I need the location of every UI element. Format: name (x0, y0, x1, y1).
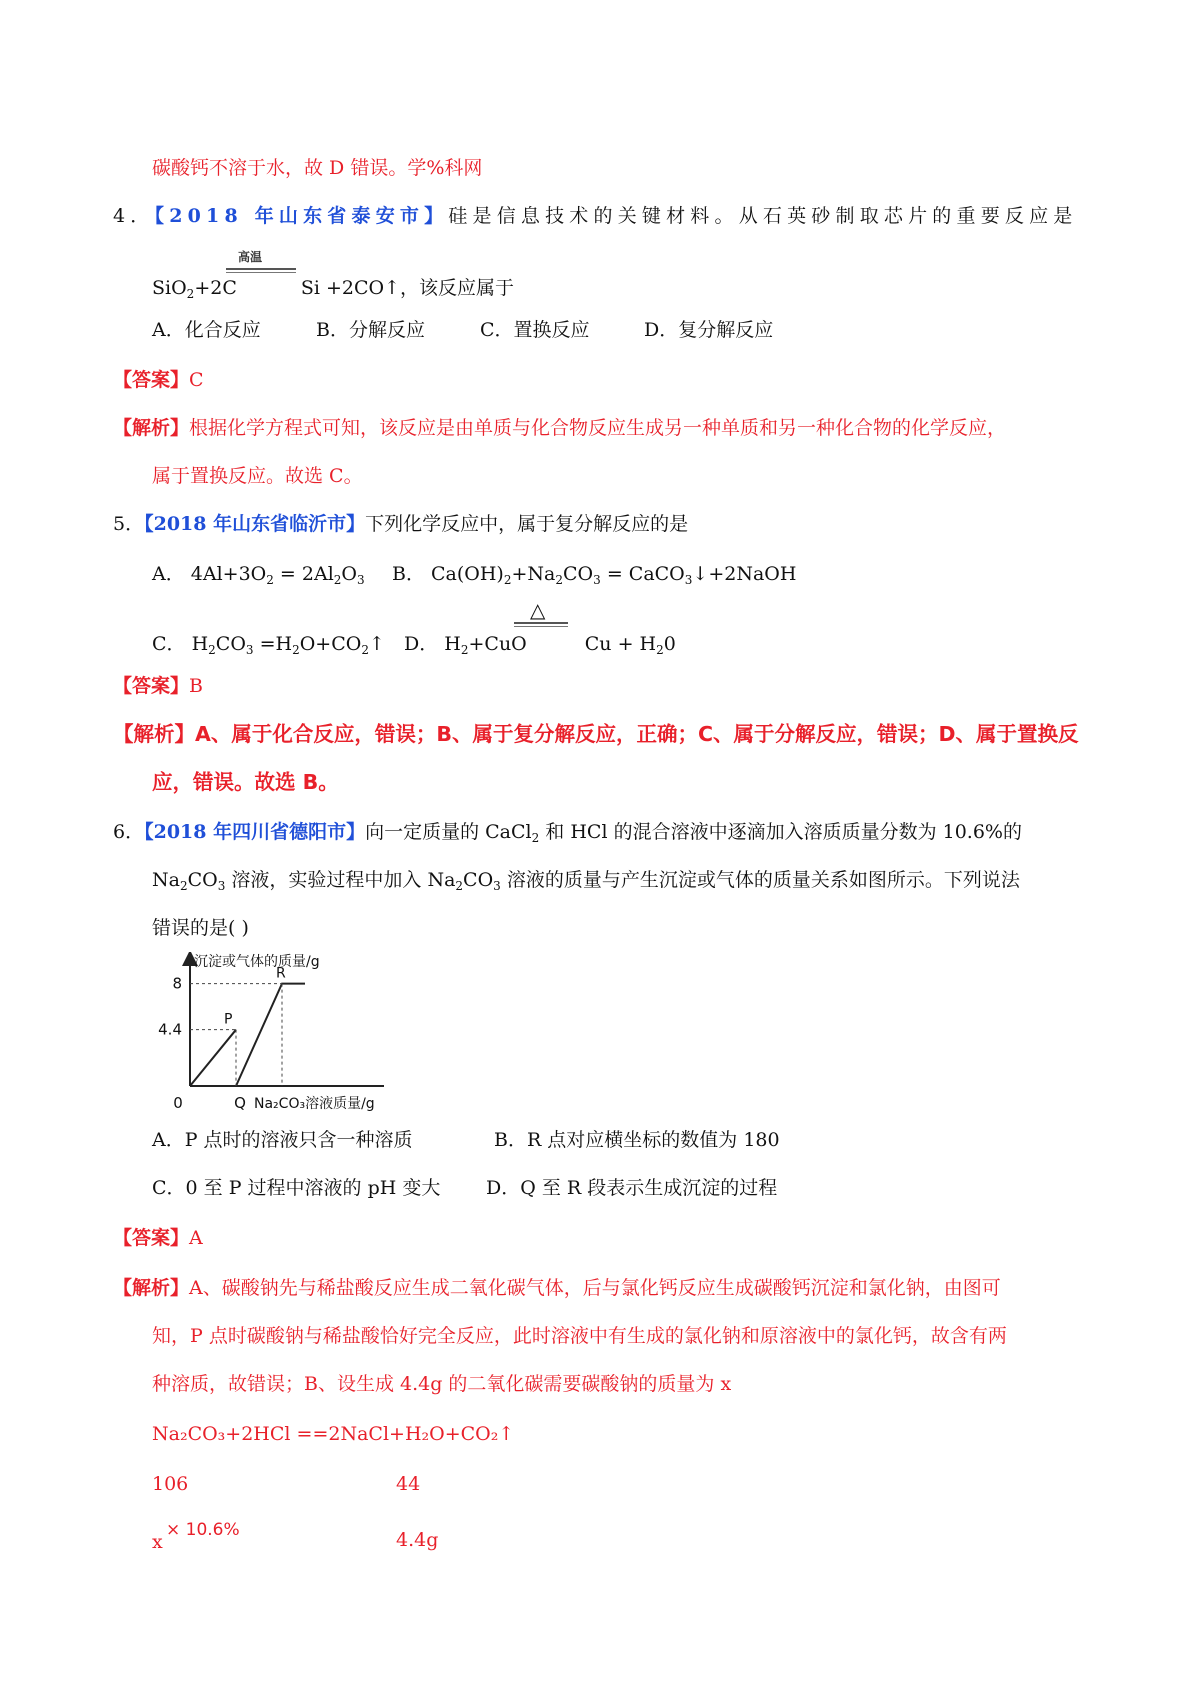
q6-answer (113, 1226, 203, 1250)
q4-answer-value: C (189, 369, 204, 391)
q5-line1 (113, 512, 688, 536)
q6-analysis-l1 (113, 1276, 1001, 1300)
q4-eq-sub: 2 (186, 287, 195, 301)
q4-answer-label: 【答案】 (113, 369, 190, 391)
q6-x-pct: × 10.6% (166, 1520, 240, 1540)
q5-number: 5． (113, 513, 145, 535)
q4-analysis-l1 (113, 416, 1006, 440)
q5-analysis-label: 【解析】 (113, 722, 195, 746)
q6-option-b: B．R 点对应横坐标的数值为 180 (494, 1129, 780, 1151)
q5-option-d: D． $H_2+CuO$ $Cu + H_20$ (404, 633, 676, 657)
q6-option-c: C．0 至 P 过程中溶液的 pH 变大 (152, 1177, 441, 1199)
q6-option-a: A．P 点时的溶液只含一种溶质 (152, 1129, 413, 1151)
origin-label: 0 (173, 1094, 183, 1112)
q6-stem-l1: 向一定质量的 CaCl (365, 821, 532, 843)
q6-stem-l2c: 溶液，实验过程中加入 Na (231, 869, 456, 891)
q6-stem-l2e: 溶液的质量与产生沉淀或气体的质量关系如图所示。下列说法 (506, 869, 1020, 891)
q6-answer-label: 【答案】 (113, 1227, 190, 1249)
q4-option-d: D．复分解反应 (644, 319, 774, 341)
q6-stem-l1b: 和 HCl 的混合溶液中逐滴加入溶质质量分数为 10.6%的 (539, 821, 1022, 843)
q4-eq-right: Si +2CO↑，该反应属于 (300, 277, 515, 299)
q6-number: 6． (113, 821, 145, 843)
q4-condition-bar (226, 268, 296, 270)
q6-chart (148, 952, 424, 1112)
q5-analysis-text: A、属于化合反应，错误；B、属于复分解反应，正确；C、属于分解反应，错误；D、属于置换反 (195, 722, 1079, 746)
q6-analysis-l2: 知，P 点时碳酸钠与稀盐酸恰好完全反应，此时溶液中有生成的氯化钠和原溶液中的氯化钙，故含有两 (152, 1325, 1007, 1347)
q6-analysis-l3: 种溶质，故错误；B、设生成 4.4g 的二氧化碳需要碳酸钠的质量为 x (152, 1373, 732, 1395)
q5-option-a-label: A． (152, 563, 185, 585)
q4-option-a: A．化合反应 (152, 319, 261, 341)
q5-stem: 下列化学反应中，属于复分解反应的是 (365, 513, 689, 535)
q6-analysis-text: A、碳酸钠先与稀盐酸反应生成二氧化碳气体，后与氯化钙反应生成碳酸钙沉淀和氯化钠，由图可 (189, 1277, 1001, 1299)
q5-analysis-l1 (113, 722, 1079, 746)
point-label-p: P (224, 1011, 233, 1028)
q4-source: 【2018 年山东省泰安市】 (154, 205, 449, 227)
q6-analysis-label: 【解析】 (113, 1277, 190, 1299)
q4-line1 (113, 204, 1078, 228)
q5-condition-bar (514, 622, 568, 624)
q6-chart-svg (148, 952, 424, 1112)
q5-answer-value: B (189, 675, 203, 697)
q4-analysis-l2: 属于置换反应。故选 C。 (152, 465, 363, 487)
q5-answer (113, 674, 203, 698)
q6-mass-44: 44 (396, 1473, 421, 1495)
q4-analysis-text: 根据化学方程式可知，该反应是由单质与化合物反应生成另一种单质和另一种化合物的化学反应， (189, 417, 1007, 439)
prev-analysis-tail: 碳酸钙不溶于水，故 D 错误。学%科网 (152, 157, 483, 179)
q6-source: 【2018 年四川省德阳市】 (144, 821, 366, 843)
q6-equation: Na₂CO₃+2HCl ==2NaCl+H₂O+CO₂↑ (152, 1423, 515, 1445)
q6-line3: 错误的是( ) (152, 917, 249, 939)
q5-option-c: C． $H_2CO_3$ $=H_2O+CO_2↑$ (152, 633, 385, 657)
y-tick-8: 8 (172, 974, 182, 993)
q4-option-b: B．分解反应 (316, 319, 425, 341)
q6-answer-value: A (189, 1227, 203, 1249)
series-line-gas (190, 1030, 236, 1086)
q6-line1: 6．【2018 年四川省德阳市】向一定质量的 CaCl$_2$ 和 HCl 的混合溶液中逐滴加入溶质质量分数为 10.6%的 (113, 821, 1022, 845)
y-tick-4-4: 4.4 (158, 1020, 182, 1039)
q4-eq-left: SiO (152, 277, 187, 299)
point-label-r: R (276, 965, 286, 982)
q4-condition-bar2 (226, 272, 296, 273)
q5-source: 【2018 年山东省临沂市】 (144, 513, 366, 535)
q5-answer-label: 【答案】 (113, 675, 190, 697)
q5-option-b: B． $Ca(OH)_2+Na_2CO_3$ = CaCO$_3$↓+2NaOH (392, 563, 797, 587)
q4-answer (113, 368, 204, 392)
q5-option-d-label: D． (404, 633, 439, 655)
q6-mass-106: 106 (152, 1473, 189, 1495)
series-line-precipitate (236, 984, 305, 1086)
q5-condition: △ (530, 598, 546, 622)
q5-option-c-label: C． (152, 633, 186, 655)
q4-eq-left-rest: +2C (194, 277, 237, 299)
q5-condition-bar2 (514, 626, 568, 627)
q6-co: CO (187, 869, 218, 891)
q5-analysis-l2: 应，错误。故选 B。 (152, 770, 339, 794)
q4-number: 4． (113, 205, 155, 227)
q6-x-label: x (152, 1531, 163, 1553)
q6-co2: CO (463, 869, 494, 891)
q4-analysis-label: 【解析】 (113, 417, 190, 439)
q4-option-c: C．置换反应 (480, 319, 590, 341)
q4-condition: 高温 (238, 250, 263, 264)
q6-na: Na (152, 869, 180, 891)
q6-option-d: D．Q 至 R 段表示生成沉淀的过程 (486, 1177, 778, 1199)
chart-xlabel: Na₂CO₃溶液质量/g (254, 1096, 375, 1112)
q5-option-b-label: B． (392, 563, 425, 585)
q6-g44: 4.4g (396, 1529, 439, 1551)
point-label-q: Q (234, 1094, 246, 1112)
chart-ylabel: 沉淀或气体的质量/g (194, 954, 320, 970)
q4-equation (152, 276, 514, 300)
q4-stem: 硅是信息技术的关键材料。从石英砂制取芯片的重要反应是 (448, 205, 1078, 227)
q6-line2: $Na_2CO_3$ 溶液，实验过程中加入 $Na_2CO_3$ 溶液的质量与产生沉淀或气体的质量关系如图所示。下列说法 (152, 869, 1020, 893)
q5-option-a: A． $4Al+3O_2 = 2Al_2O_3$ (152, 563, 365, 587)
